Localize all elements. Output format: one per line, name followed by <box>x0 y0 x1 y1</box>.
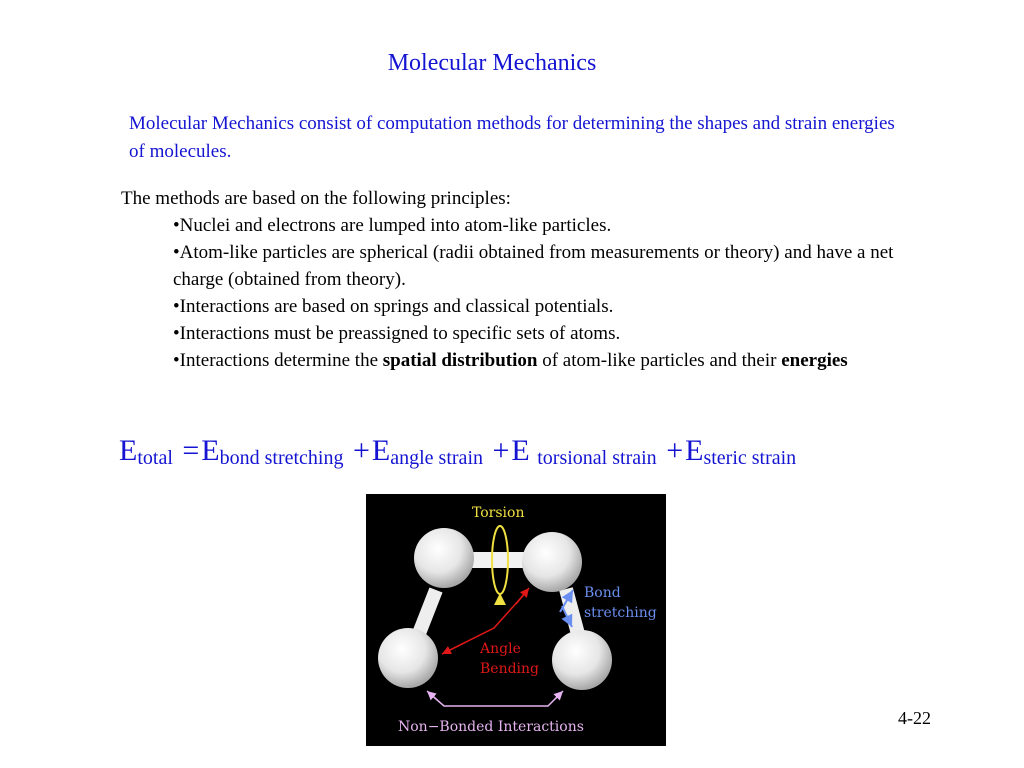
energy-symbol: E <box>371 434 391 467</box>
atom-top-right <box>522 532 582 592</box>
angle-arrow-left-icon <box>442 642 466 654</box>
nonbonded-arrow-right-icon <box>555 691 563 699</box>
bold-term: energies <box>781 350 848 371</box>
bond-label-line1: Bond <box>584 585 621 601</box>
bullet-item: •Interactions are based on springs and classical potentials. <box>173 296 614 317</box>
angle-label-line2: Bending <box>480 661 540 677</box>
angle-label-line1: Angle <box>480 641 521 657</box>
torsion-label: Torsion <box>472 505 525 521</box>
bold-term: spatial distribution <box>382 350 538 371</box>
bond-left <box>418 590 436 636</box>
slide-title: Molecular Mechanics <box>387 50 597 76</box>
page-number: 4-22 <box>898 708 931 728</box>
energy-subscript: bond stretching <box>219 447 344 469</box>
intro-paragraph: Molecular Mechanics consist of computation methods for determining the shapes and strain energies of molecules. <box>129 113 895 162</box>
molecule-diagram <box>366 494 666 746</box>
molecule-diagram-svg <box>366 494 666 746</box>
energy-equation <box>119 434 796 470</box>
equals-sign: = <box>182 434 200 467</box>
bullet-item: •Atom-like particles are spherical (radii obtained from measurements or theory) and have a net charge (obtained from theory). <box>173 242 894 290</box>
bullet-text: of atom-like particles and their <box>537 350 782 371</box>
atom-bottom-left <box>378 628 438 688</box>
energy-symbol: E <box>201 434 220 467</box>
nonbonded-bracket <box>428 692 562 706</box>
energy-symbol: E <box>685 434 704 467</box>
energy-subscript: total <box>137 447 173 469</box>
angle-arrow-right-icon <box>516 588 529 604</box>
bullet-item: •Interactions must be preassigned to specific sets of atoms. <box>173 323 621 344</box>
plus-sign: + <box>666 434 684 467</box>
energy-symbol: E <box>119 434 138 467</box>
bullet-item <box>121 347 921 374</box>
bullet-text: •Interactions determine the <box>173 350 383 371</box>
energy-symbol: E <box>511 434 530 467</box>
energy-subscript: torsional strain <box>537 447 657 469</box>
bond-right <box>566 589 578 634</box>
atom-top-left <box>414 528 474 588</box>
energy-subscript: steric strain <box>703 447 797 469</box>
methods-block <box>121 185 921 374</box>
atom-bottom-right <box>552 630 612 690</box>
plus-sign: + <box>492 434 510 467</box>
bond-label-line2: stretching <box>584 605 657 621</box>
energy-subscript: angle strain <box>390 447 483 469</box>
nonbonded-label: Non−Bonded Interactions <box>398 719 584 735</box>
methods-heading: The methods are based on the following principles: <box>121 188 511 209</box>
bullet-item: •Nuclei and electrons are lumped into atom-like particles. <box>173 215 612 236</box>
plus-sign: + <box>353 434 370 467</box>
nonbonded-arrow-left-icon <box>427 691 436 699</box>
